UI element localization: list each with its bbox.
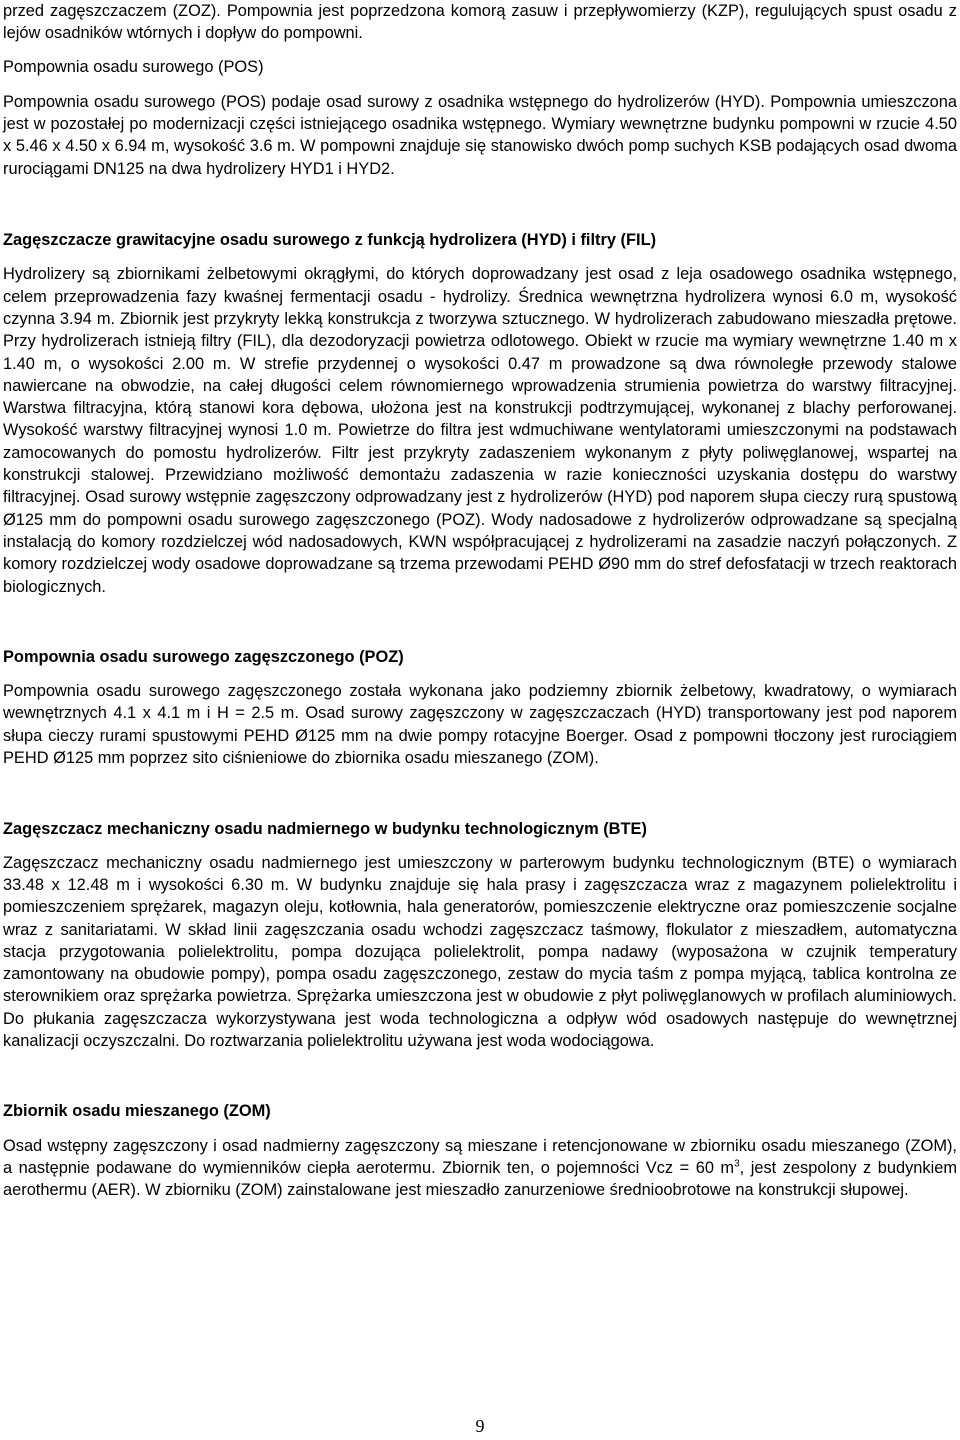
hyd-heading: Zagęszczacze grawitacyjne osadu surowego z funkcją hydrolizera (HYD) i filtry (FIL) <box>3 231 657 250</box>
intro-continuation-paragraph: przed zagęszczaczem (ZOZ). Pompownia jest poprzedzona komorą zasuw i przepływomierzy (KZP), regulujących spust osadu z lejów osadników wtórnych i dopływ do pompowni. <box>3 2 957 43</box>
pos-paragraph: Pompownia osadu surowego (POS) podaje osad surowy z osadnika wstępnego do hydrolizerów (HYD). Pompownia umieszczona jest w pozostałej po modernizacji części istniejącego osadnika wstępnego. Wymiary wewnętrzne budynku pompowni w rzucie 4.50 x 5.46 x 4.50 x 6.94 m, wysokość 3.6 m. W pompowni znajduje się stanowisko dwóch pomp suchych KSB podających osad dwoma rurociągami DN125 na dwa hydrolizery HYD1 i HYD2. <box>3 92 957 178</box>
bte-heading: Zagęszczacz mechaniczny osadu nadmiernego w budynku technologicznym (BTE) <box>3 820 647 839</box>
cubic-superscript: 3 <box>734 1158 740 1170</box>
zom-heading: Zbiornik osadu mieszanego (ZOM) <box>3 1102 271 1121</box>
poz-paragraph: Pompownia osadu surowego zagęszczonego została wykonana jako podziemny zbiornik żelbetowy, kwadratowy, o wymiarach wewnętrznych 4.1 x 4.1 m i H = 2.5 m. Osad surowy zagęszczony w zagęszczaczach (HYD) transportowany jest pod naporem słupa cieczy rurami spustowymi PEHD Ø125 mm na dwie pompy rotacyjne Boerger. Osad z pompowni tłoczony jest rurociągiem PEHD Ø125 mm poprzez sito ciśnieniowe do zbiornika osadu mieszanego (ZOM). <box>3 682 957 768</box>
hyd-paragraph: Hydrolizery są zbiornikami żelbetowymi okrągłymi, do których doprowadzany jest osad z leja osadowego osadnika wstępnego, celem przeprowadzenia fazy kwaśnej fermentacji osadu - hydrolizy. Średnica wewnętrzna hydrolizera wynosi 6.0 m, wysokość czynna 3.94 m. Zbiornik jest przykryty lekką konstrukcja z tworzywa sztucznego. W hydrolizerach zabudowano mieszadła prętowe. Przy hydrolizerach istnieją filtry (FIL), dla dezodoryzacji powietrza odlotowego. Obiekt w rzucie ma wymiary wewnętrzne 1.40 m x 1.40 m, o wysokości 2.00 m. W strefie przydennej o wysokości 0.47 m prowadzone są dwa równoległe przewody stalowe nawiercane na obwodzie, na całej długości celem równomiernego wprowadzenia strumienia powietrza do warstwy filtracyjnej. Warstwa filtracyjna, którą stanowi kora dębowa, ułożona jest na konstrukcji podtrzymującej, wykonanej z blachy perforowanej. Wysokość warstwy filtracyjnej wynosi 1.0 m. Powietrze do filtra jest wdmuchiwane wentylatorami umieszczonymi na podstawach zamocowanych do pomostu hydrolizerów. Filtr jest przykryty zadaszeniem wykonanym z płyty poliwęglanowej, wspartej na konstrukcji stalowej. Przewidziano możliwość demontażu zadaszenia w razie konieczności uzyskania dostępu do warstwy filtracyjnej. Osad surowy wstępnie zagęszczony odprowadzany jest z hydrolizerów (HYD) pod naporem słupa cieczy rurą spustową Ø125 mm do pompowni osadu surowego zagęszczonego (POZ). Wody nadosadowe z hydrolizerów odprowadzane są specjalną instalacją do komory rozdzielczej wód nadosadowych, KWN współpracującej z hydrolizerami na zasadzie naczyń połączonych. Z komory rozdzielczej wody osadowe doprowadzane są trzema przewodami PEHD Ø90 mm do stref defosfatacji w trzech reaktorach biologicznych. <box>3 265 957 596</box>
document-page <box>3 0 957 1201</box>
bte-paragraph: Zagęszczacz mechaniczny osadu nadmiernego jest umieszczony w parterowym budynku technologicznym (BTE) o wymiarach 33.48 x 12.48 m i wysokości 6.30 m. W budynku znajduje się hala prasy i zagęszczacza wraz z magazynem polielektrolitu i pomieszczeniem sprężarek, magazyn oleju, kotłownia, hala generatorów, pomieszczenie elektryczne oraz pomieszczenie socjalne wraz z sanitariatami. W skład linii zagęszczania osadu wchodzi zagęszczacz taśmowy, flokulator z mieszadłem, automatyczna stacja przygotowania polielektrolitu, pompa dozująca polielektrolit, pompa nadawy (wyposażona w czujnik temperatury zamontowany na obudowie pompy), pompa osadu zagęszczonego, zestaw do mycia taśm z pompa myjącą, tablica kontrolna ze sterownikiem oraz sprężarka powietrza. Sprężarka umieszczona jest w obudowie z płyt poliwęglanowych w profilach aluminiowych. Do płukania zagęszczacza wykorzystywana jest woda technologiczna a odpływ wód osadowych następuje do wewnętrznej kanalizacji oczyszczalni. Do roztwarzania polielektrolitu używana jest woda wodociągowa. <box>3 853 957 1050</box>
page-number: 9 <box>475 1416 485 1436</box>
pos-heading: Pompownia osadu surowego (POS) <box>3 57 264 76</box>
zom-paragraph <box>3 1135 957 1202</box>
poz-heading: Pompownia osadu surowego zagęszczonego (POZ) <box>3 647 404 666</box>
zom-paragraph-part2: , jest zespolony z budynkiem aerothermu (AER). W zbiorniku (ZOM) zainstalowane jest mieszadło zanurzeniowe średnioobrotowe na konstrukcji słupowej. <box>3 1158 957 1200</box>
zom-paragraph-part1: Osad wstępny zagęszczony i osad nadmierny zagęszczony są mieszane i retencjonowane w zbiorniku osadu mieszanego (ZOM), a następnie podawane do wymienników ciepła aerotermu. Zbiornik ten, o pojemności Vcz = 60 m <box>3 1136 957 1177</box>
